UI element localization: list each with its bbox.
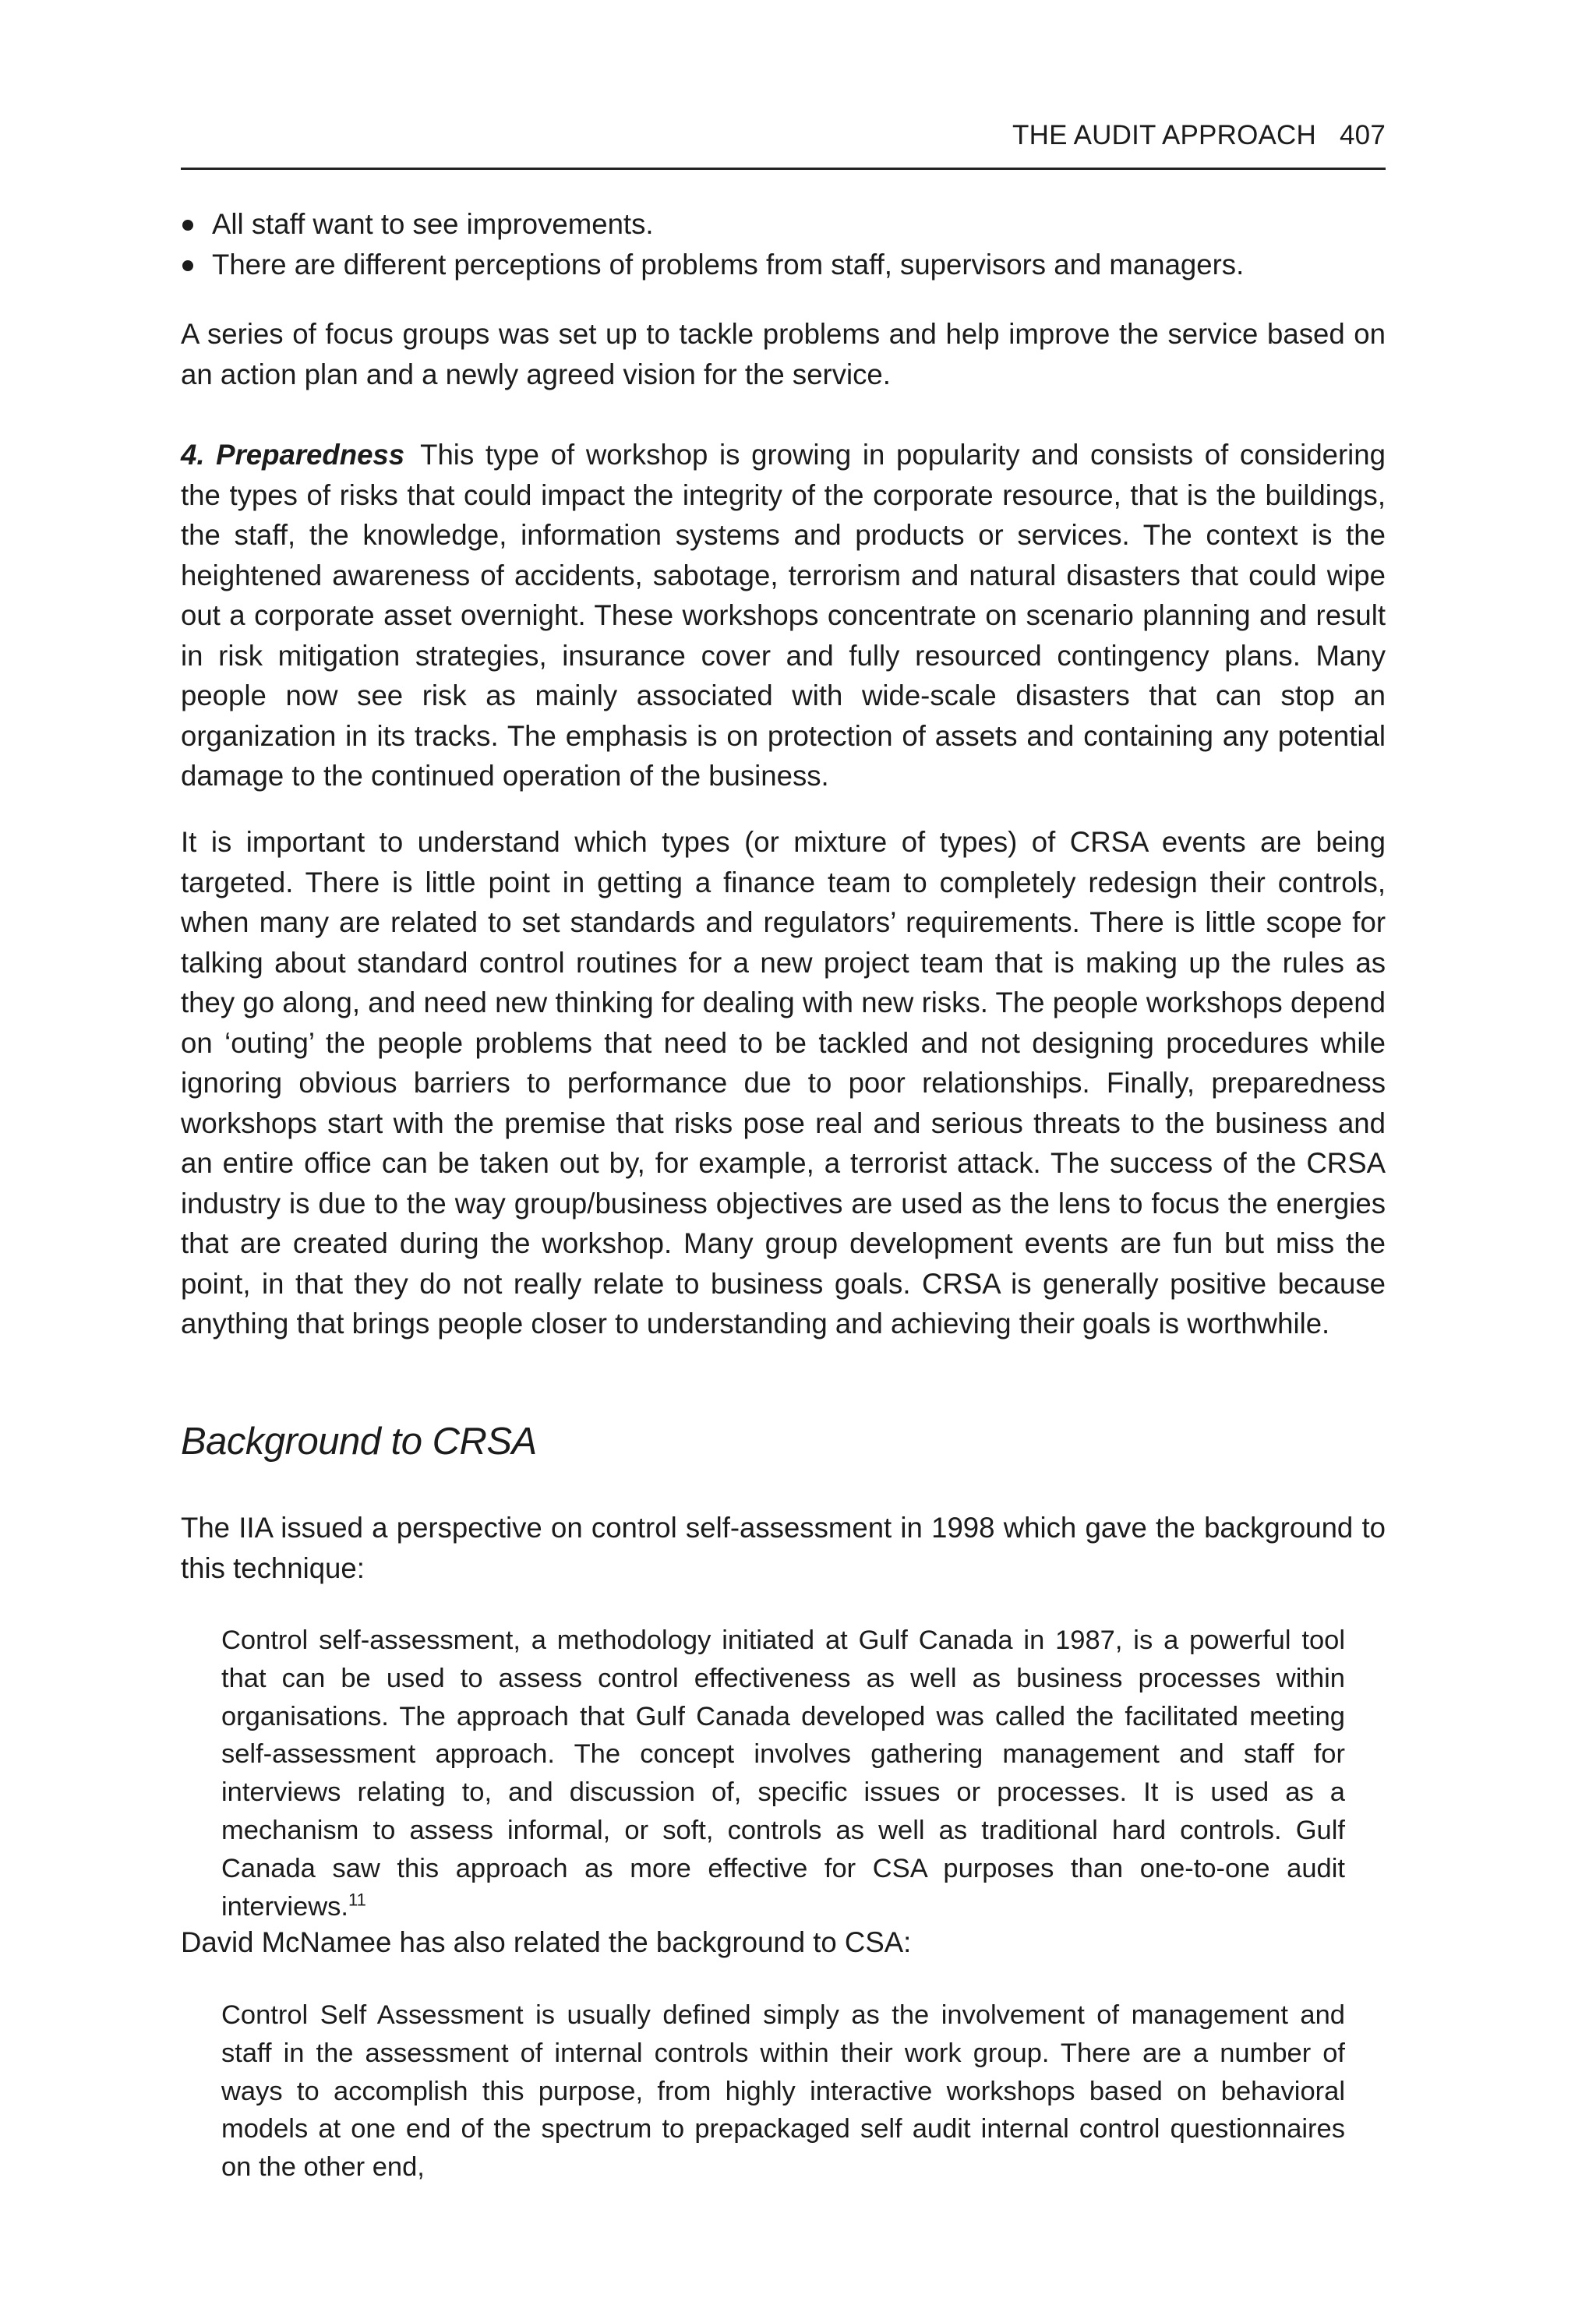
footnote-reference: 11 <box>348 1890 366 1910</box>
bullet-item <box>181 204 1386 245</box>
running-header <box>1012 120 1386 151</box>
quote-text: Control self-assessment, a methodology initiated at Gulf Canada in 1987, is a powerful tool that can be used to assess control effectiveness as well as business processes within organisations. The approach that Gulf Canada developed was called the facilitated meeting self-assessment approach. The concept involves gathering management and staff for interviews relating to, and discussion of, specific issues or processes. It is used as a mechanism to assess informal, or soft, controls as well as traditional hard controls. Gulf Canada saw this approach as more effective for CSA purposes than one-to-one audit interviews. <box>221 1625 1345 1922</box>
bullet-text: There are different perceptions of problems from staff, supervisors and managers. <box>212 248 1245 281</box>
preparedness-body: This type of workshop is growing in popularity and consists of considering the types of risks that could impact the integrity of the corporate resource, that is the buildings, the staff, the knowledge, information systems and products or services. The context is the heightened awareness of accidents, sabotage, terrorism and natural disasters that could wipe out a corporate asset overnight. These workshops concentrate on scenario planning and result in risk mitigation strategies, insurance cover and fully resourced contingency plans. Many people now see risk as mainly associated with wide-scale disasters that can stop an organization in its tracks. The emphasis is on protection of assets and containing any potential damage to the continued operation of the business. <box>181 439 1386 792</box>
bullet-icon <box>182 220 193 231</box>
bullet-icon <box>182 260 193 271</box>
running-title: THE AUDIT APPROACH <box>1012 120 1316 150</box>
block-quote-mcnamee: Control Self Assessment is usually defined simply as the involvement of management and staff in the assessment of internal controls within their work group. There are a number of ways to accomplish this purpose, from highly interactive workshops based on behavioral models at one end of the spectrum to prepackaged self audit internal control questionnaires on the other end, <box>221 2000 1345 2183</box>
section-intro-paragraph: The IIA issued a perspective on control self-assessment in 1998 which gave the background to this technique: <box>181 1512 1386 1584</box>
preparedness-heading: 4. Preparedness <box>181 439 405 471</box>
block-quote-iia <box>221 1622 1345 1925</box>
mcnamee-intro-paragraph: David McNamee has also related the background to CSA: <box>181 1926 912 1958</box>
section-heading: Background to CRSA <box>181 1421 537 1463</box>
targeting-paragraph: It is important to understand which types (or mixture of types) of CRSA events are being targeted. There is little point in getting a finance team to completely redesign their controls, when many are related to set standards and regulators’ requirements. There is little scope for talking about standard control routines for a new project team that is making up the rules as they go along, and need new thinking for dealing with new risks. The people workshops depend on ‘outing’ the people problems that need to be tackled and not designing procedures while ignoring obvious barriers to performance due to poor relationships. Finally, preparedness workshops start with the premise that risks pose real and serious threats to the business and an entire office can be taken out by, for example, a terrorist attack. The success of the CRSA industry is due to the way group/business objectives are used as the lens to focus the energies that are created during the workshop. Many group development events are fun but miss the point, in that they do not really relate to business goals. CRSA is generally positive because anything that brings people closer to understanding and achieving their goals is worthwhile. <box>181 826 1386 1340</box>
preparedness-paragraph <box>181 435 1386 796</box>
bullet-item <box>181 245 1386 285</box>
header-rule <box>181 168 1386 170</box>
bullet-list <box>181 204 1386 284</box>
bullet-text: All staff want to see improvements. <box>212 208 654 240</box>
page-number: 407 <box>1340 120 1386 150</box>
focus-groups-paragraph: A series of focus groups was set up to tackle problems and help improve the service based on an action plan and a newly agreed vision for the service. <box>181 318 1386 390</box>
